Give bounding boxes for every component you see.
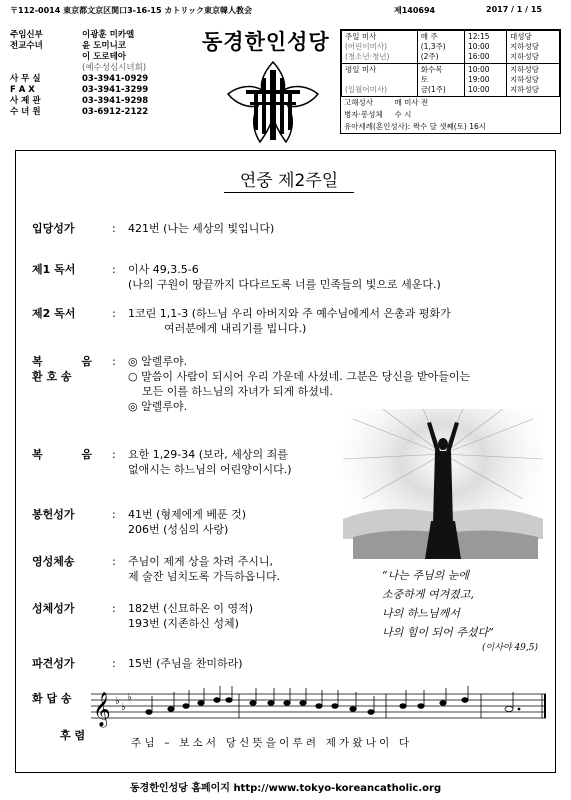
liturgy-box: 연중 제2주일 입당성가 : 421번 (나는 세상의 빛입니다) 제1 독서 : 이사 49,3.5-6 (나의 구원이 땅끝까지 다다르도록 너를 민족들의 빛으로 세운다.) 제2 독서 : 1코린 1,1-3 (하느님 우리 아버지와 주 예수님에게서 은총과 평화가 여러분에게 내리기를 빕니다.) 복 음 환 호 송 : ◎ 알렐루야. ○ 말씀이 사람이 되시어 우리 가운데 사셨네. 그분은 당신을 받아들이는 모든 이를 하느님의 자녀가 되게 하셨네. ◎ 알렐루야. 복 음 : 요한 1,29-34 (보라, 세상의 죄를 없애시는 하느님의 어린양이시다.) 봉헌성가 : 41번 (형제에게 베푼 것) 206번 (성심의 사랑) 영성체송 : 주님이 제게 상을 차려 주시니, 제 술잔 넘치도록 가득하옵니다. 성체성가 : 182번 (신묘하온 이 영적) 193번 (지존하신 성체) 파견성가 : 15번 (주님을 찬미하라) “나는 주님의 눈에 소중하게 여겨졌고, 나의 하느님께서 나의 힘이 되어 주셨다” (이사야 49,5) 화 답 송 후 렴 𝄞 ♭ ♭ ♭ 주님 – 보소서 당신뜻을이루려 제가왔나이 다	[15, 150, 556, 773]
church-address: 〒112-0014 東京都文京区関口3-16-15 カトリック東京韓人教会	[10, 6, 253, 15]
staff-row: 사 제 관 03-3941-9298	[10, 96, 149, 106]
staff-row: 주임신부 이광훈 미카엘	[10, 30, 135, 40]
staff-row: 전교수녀 윤 도미니코	[10, 41, 127, 51]
church-emblem-icon	[224, 60, 322, 146]
homepage-footer: 동경한인성당 홈페이지 http://www.tokyo-koreancatholic.org	[129, 783, 442, 794]
svg-text:♭: ♭	[115, 696, 120, 707]
church-name: 동경한인성당	[202, 30, 330, 54]
sunday-title: 연중 제2주일	[224, 166, 354, 193]
refrain-sheet-music	[91, 686, 546, 756]
confession-info: 고해성사 매 미사 전	[344, 98, 429, 107]
staff-row: F A X 03-3941-3299	[10, 85, 149, 95]
svg-text:𝄞: 𝄞	[93, 692, 111, 727]
staff-row: (예수성심시녀회)	[82, 63, 147, 73]
issue-date: 2017 / 1 / 15	[486, 5, 542, 14]
staff-row: 이 도로테아	[82, 52, 127, 62]
staff-contacts	[10, 30, 190, 118]
mass-schedule: 주일 미사 (어린이미사) (청소년·청년) 매 주 (1,3주) (2주) 12:15 10:00 16:00 대성당 지하성당 지하성당 평일 미사 (일월어미사) 화수목 토 금(1주) 10:00 19:00 10:00 지하성당 지하성당 지하성당 고해성사 매 미사 전 병자·봉성체 수 시 유아세례(혼인성사): 짝수 달 셋째(토) 16시	[340, 29, 561, 134]
issue-number: 제140694	[394, 6, 436, 15]
baptism-info: 유아세례(혼인성사): 짝수 달 셋째(토) 16시	[344, 122, 486, 131]
scripture-quote: “나는 주님의 눈에 소중하게 여겨졌고, 나의 하느님께서 나의 힘이 되어 주셨다” (이사야 49,5)	[382, 569, 538, 653]
bulletin-header	[10, 20, 561, 142]
staff-row: 사 무 실 03-3941-0929	[10, 74, 149, 84]
sick-visit-info: 병자·봉성체 수 시	[344, 110, 412, 119]
svg-text:♭: ♭	[121, 702, 126, 713]
top-line	[10, 5, 561, 17]
staff-row: 수 녀 원 03-6912-2122	[10, 107, 149, 117]
refrain-lyrics: 주님 – 보소서 당신뜻을이루려 제가왔나이 다	[131, 737, 413, 749]
praying-figure-sunrise-illustration	[343, 409, 543, 579]
svg-text:♭: ♭	[127, 692, 132, 703]
